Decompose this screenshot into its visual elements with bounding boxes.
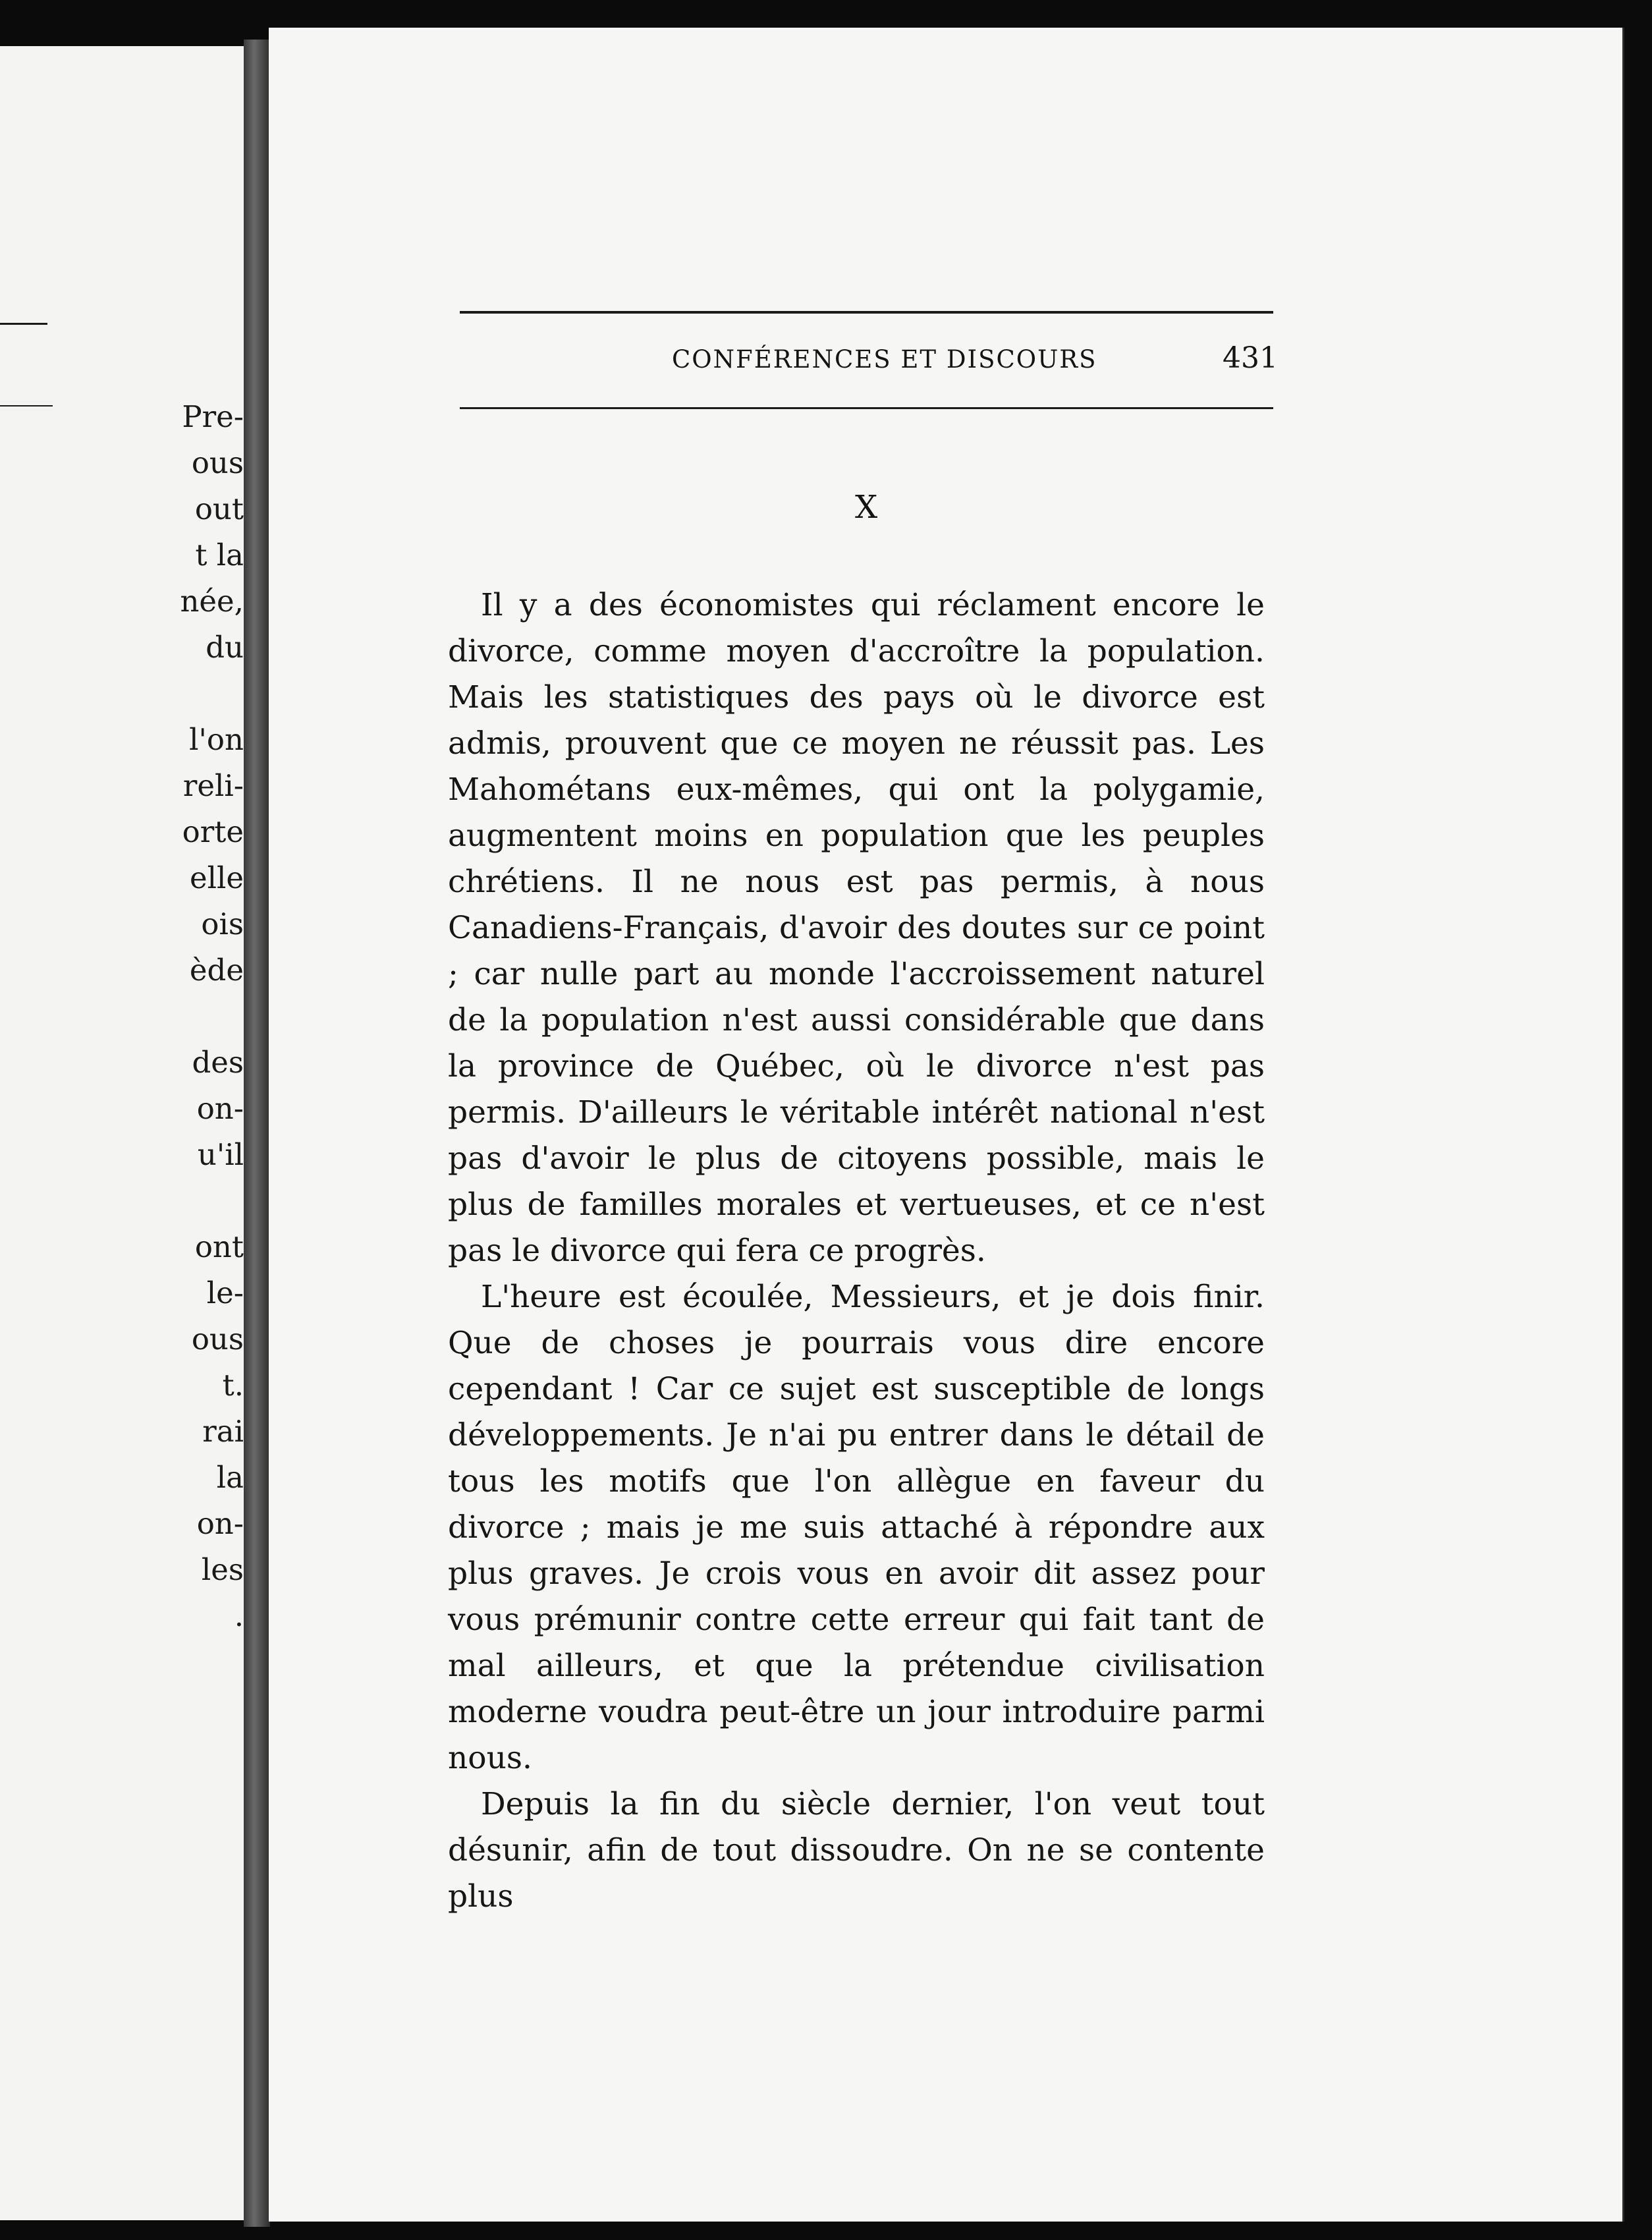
previous-page-line: rai xyxy=(202,1414,244,1449)
book-gutter xyxy=(244,40,270,2227)
previous-page-line: reli- xyxy=(182,768,244,803)
previous-page-header-rule xyxy=(0,323,47,325)
previous-page-line: l'on xyxy=(189,722,244,757)
previous-page-line: t. xyxy=(222,1368,244,1403)
previous-page-fragment xyxy=(0,46,244,2220)
book-page xyxy=(269,28,1624,2222)
previous-page-line: on- xyxy=(196,1091,244,1126)
previous-page-line: ous xyxy=(191,445,244,480)
previous-page-header-rule xyxy=(0,405,53,406)
previous-page-line: ont xyxy=(194,1229,244,1264)
header-rule-bottom xyxy=(460,407,1273,409)
previous-page-line: ous xyxy=(191,1322,244,1357)
paragraph: L'heure est écoulée, Messieurs, et je dois finir. Que de choses je pourrais vous dire encore cependant ! Car ce sujet est susceptible de longs développements. Je n'ai pu entrer dans le détail de tous les motifs que l'on allègue en faveur du divorce ; mais je me suis attaché à répondre aux plus graves. Je crois vous en avoir dit assez pour vous prémunir contre cette erreur qui fait tant de mal ailleurs, et que la prétendue civilisation moderne voudra peut-être un jour introduire parmi nous. xyxy=(448,1279,1265,1776)
section-number: X xyxy=(855,489,878,526)
header-rule-top xyxy=(460,311,1273,314)
previous-page-line: des xyxy=(192,1045,244,1080)
previous-page-line: on- xyxy=(196,1506,244,1541)
previous-page-line: . xyxy=(234,1598,244,1633)
previous-page-line: Pre- xyxy=(182,399,244,434)
previous-page-line: ois xyxy=(201,907,244,941)
body-text xyxy=(448,582,1265,1920)
previous-page-line: le- xyxy=(206,1275,244,1310)
previous-page-line: ède xyxy=(189,953,244,988)
previous-page-line: out xyxy=(194,491,244,526)
previous-page-line: du xyxy=(206,630,244,665)
previous-page-line: t la xyxy=(195,538,244,573)
previous-page-line: u'il xyxy=(197,1137,244,1172)
paragraph: Il y a des économistes qui réclament encore le divorce, comme moyen d'accroître la population. Mais les statistiques des pays où le divorce est admis, prouvent que ce moyen ne réussit pas. Les Mahométans eux-mêmes, qui ont la polygamie, augmentent moins en population que les peuples chrétiens. Il ne nous est pas permis, à nous Canadiens-Français, d'avoir des doutes sur ce point ; car nulle part au monde l'accroissement naturel de la population n'est aussi considérable que dans la province de Québec, où le divorce n'est pas permis. D'ailleurs le véritable intérêt national n'est pas d'avoir le plus de citoyens possible, mais le plus de familles morales et vertueuses, et ce n'est pas le divorce qui fera ce progrès. xyxy=(448,587,1265,1269)
page-number: 431 xyxy=(1223,341,1278,375)
previous-page-line: orte xyxy=(182,814,244,849)
previous-page-line: elle xyxy=(189,860,244,895)
paragraph: Depuis la fin du siècle dernier, l'on veut tout désunir, afin de tout dissoudre. On ne se contente plus xyxy=(448,1786,1265,1915)
previous-page-line: la xyxy=(216,1460,244,1495)
previous-page-line: les xyxy=(201,1552,244,1587)
running-head: CONFÉRENCES ET DISCOURS xyxy=(672,345,1097,374)
previous-page-line: née, xyxy=(180,584,244,619)
